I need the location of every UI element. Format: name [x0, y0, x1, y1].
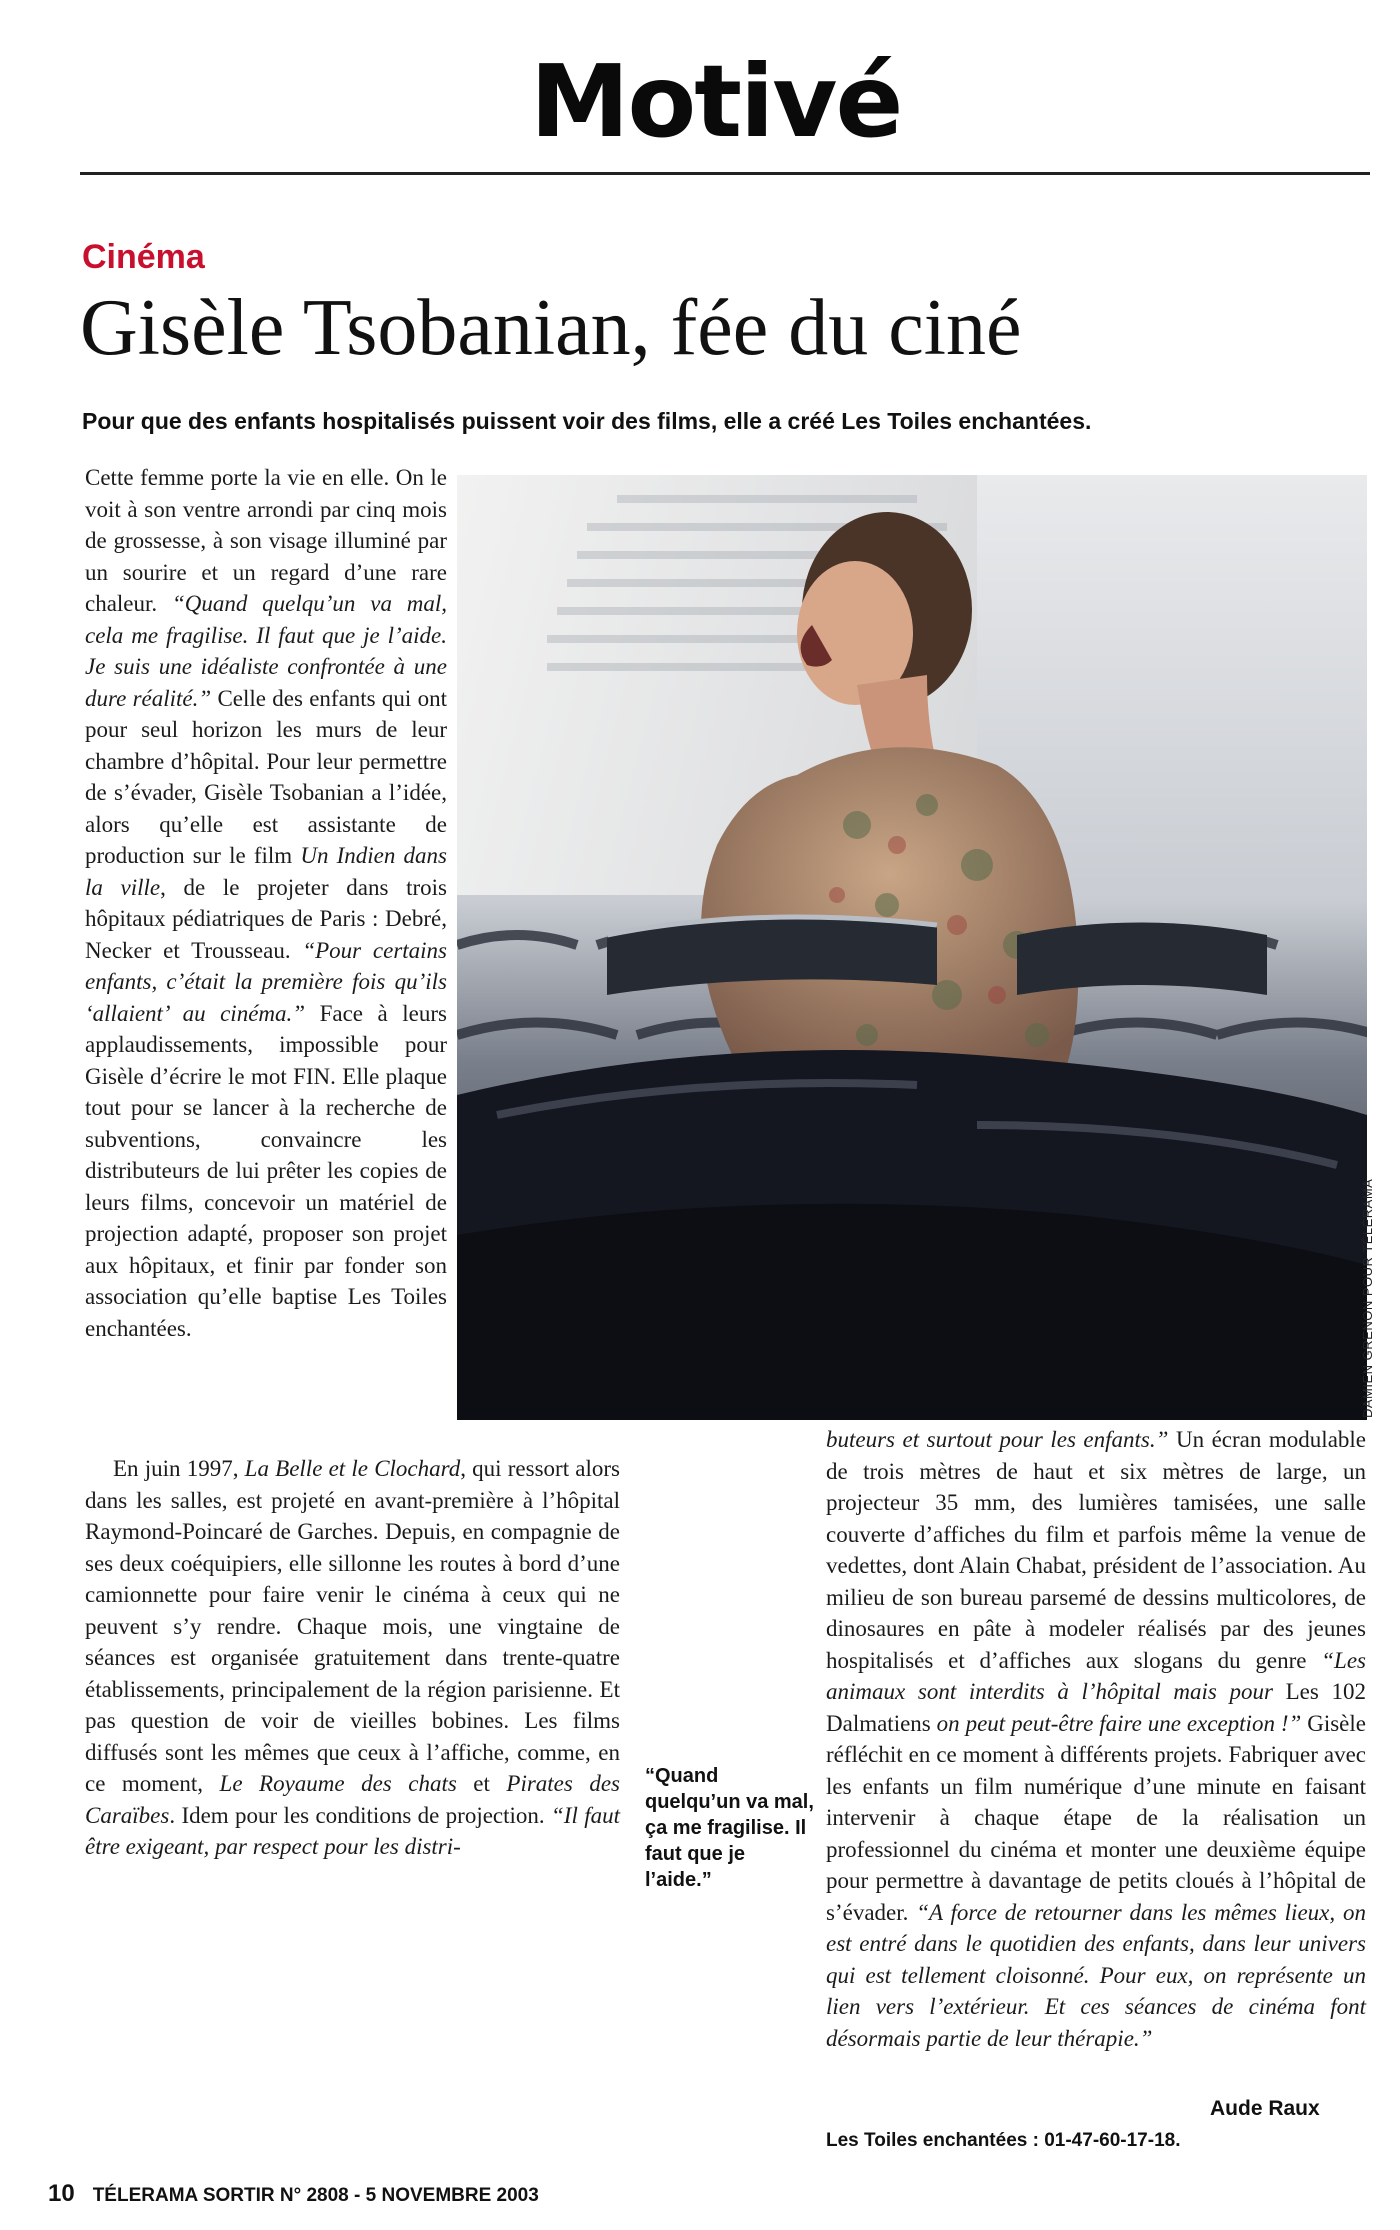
page-number: 10	[48, 2180, 75, 2207]
author-byline: Aude Raux	[1210, 2097, 1320, 2120]
film-title: Pirates des Caraïbes	[85, 1771, 620, 1828]
photo-credit: DAMIEN GRENON POUR TÉLÉRAMA	[1360, 1178, 1375, 1418]
quote-text: on peut peut-être faire une exception !”	[936, 1710, 1302, 1736]
body-text: Cette femme porte la vie en elle. On le voit à son ventre arrondi par cinq mois de grossesse, à son visage illuminé par un sourire et un regard d’une rare chaleur.	[85, 465, 447, 616]
masthead-rule	[80, 172, 1370, 175]
quote-text: “Pour certains enfants, c’était la première fois qu’ils ‘allaient’ au cinéma.”	[85, 937, 447, 1026]
body-text: , qui ressort alors dans les salles, est projeté en avant-première à l’hôpital Raymond-Poincaré de Garches. Depuis, en compagnie de ses deux coéquipiers, elle sillonne les routes à bord d’une camionnette pour faire venir le cinéma à ceux qui ne peuvent s’y rendre. Chaque mois, une vingtaine de séances est organisée gratuitement dans trente-quatre établissements, principalement de la région parisienne. Et pas question de voir de vieilles bobines. Les films diffusés sont les mêmes que ceux à l’affiche, comme, en ce moment,	[85, 1456, 620, 1796]
body-text: Un écran modulable de trois mètres de haut et six mètres de large, un projecteur 35 mm, des lumières tamisées, une salle couverte d’affiches du film et parfois même la venue de vedettes, dont Alain Chabat, président de l’association. Au milieu de son bureau parsemé de dessins multicolores, de dinosaures en pâte à modeler réalisés par des jeunes hospitalisés et d’affiches aux slogans du genre	[826, 1427, 1366, 1673]
quote-text: “Quand quelqu’un va mal, cela me fragilise. Il faut que je l’aide. Je suis une idéaliste confrontée à une dure réalité.”	[85, 591, 448, 711]
article-column-1	[85, 462, 447, 1344]
contact-info: Les Toiles enchantées : 01-47-60-17-18.	[826, 2130, 1181, 2151]
quote-text: “A force de retourner dans les mêmes lieux, on est entré dans le quotidien des enfants, dans leur univers qui est tellement cloisonné. Pour eux, on représente un lien vers l’extérieur. Et ces séances de cinéma font désormais partie de leur thérapie.”	[826, 1899, 1366, 2051]
body-text: Celle des enfants qui ont pour seul horizon les murs de leur chambre d’hôpital. Pour leur permettre de s’évader, Gisèle Tsobanian a l’idée, alors qu’elle est assistante de production sur le film	[85, 685, 447, 868]
body-text: , de le projeter dans trois hôpitaux pédiatriques de Paris : Debré, Necker et Trousseau.	[85, 874, 448, 963]
woman-laughing-in-cinema-seats-icon	[457, 475, 1367, 1420]
body-text: Face à leurs applaudissements, impossible pour Gisèle d’écrire le mot FIN. Elle plaque tout pour se lancer à la recherche de subventions, convaincre les distributeurs de lui prêter les copies de leurs films, concevoir un matériel de projection adapté, proposer son projet aux hôpitaux, et finir par fonder son association qu’elle baptise Les Toiles enchantées.	[85, 1000, 447, 1341]
quote-text: “Il faut être exigeant, par respect pour les distri-	[85, 1802, 620, 1859]
film-title: Le Royaume des chats	[219, 1771, 457, 1796]
rubric-label: Cinéma	[82, 238, 205, 276]
pull-quote: “Quand quelqu’un va mal, ça me fragilise. Il faut que je l’aide.”	[645, 1765, 814, 1891]
film-title: Un Indien dans la ville	[85, 843, 447, 900]
body-text: . Idem pour les conditions de projection.	[169, 1802, 552, 1828]
body-text: En juin 1997,	[113, 1456, 245, 1481]
body-text: Gisèle réfléchit en ce moment à différents projets. Fabriquer avec les enfants un film numérique d’une minute en faisant intervenir à chaque étape de la réalisation un professionnel du cinéma et monter une deuxième équipe pour permettre à davantage de petits cloués à l’hôpital de s’évader.	[826, 1710, 1366, 1925]
article-subhead: Pour que des enfants hospitalisés puissent voir des films, elle a créé Les Toiles enchantées.	[82, 408, 1092, 434]
quote-text: “Les animaux sont interdits à l’hôpital mais pour	[826, 1647, 1366, 1704]
film-title: La Belle et le Clochard	[244, 1456, 461, 1481]
article-column-3	[826, 1424, 1366, 2054]
article-photo	[457, 475, 1367, 1420]
article-column-2	[85, 1453, 620, 1863]
body-text: et	[456, 1771, 507, 1796]
film-title: Les 102 Dalmatiens	[826, 1679, 1366, 1736]
page-footer	[48, 2180, 539, 2208]
publication-info: TÉLERAMA SORTIR N° 2808 - 5 NOVEMBRE 2003	[92, 2185, 539, 2206]
section-masthead: Motivé	[530, 43, 902, 160]
article-headline: Gisèle Tsobanian, fée du ciné	[80, 284, 1022, 372]
quote-text: buteurs et surtout pour les enfants.”	[826, 1427, 1169, 1452]
